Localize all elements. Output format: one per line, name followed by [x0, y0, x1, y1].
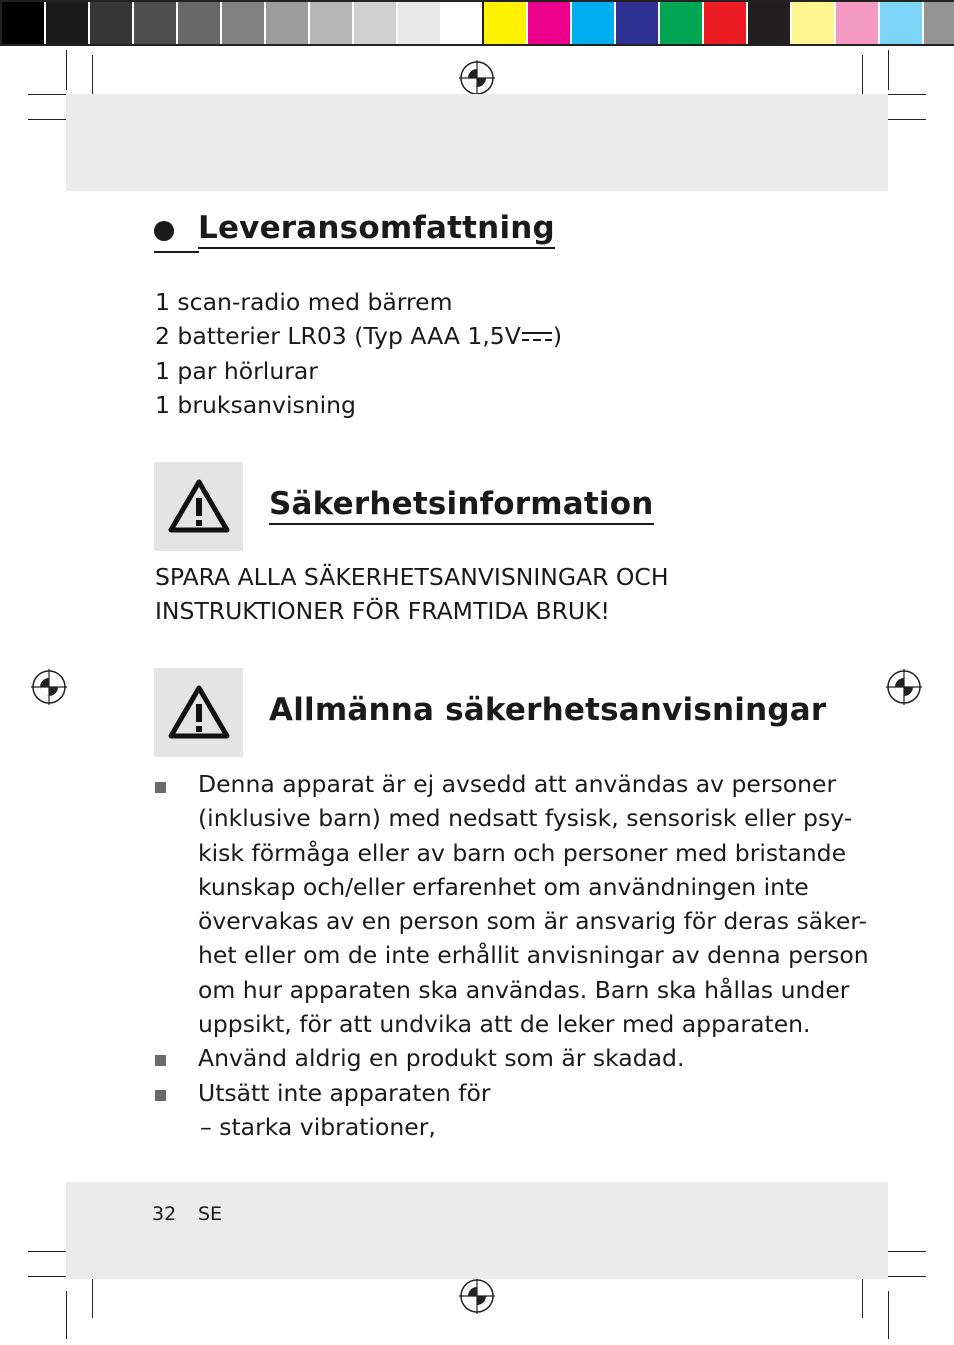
- section-title-general: Allmänna säkerhetsanvisningar: [269, 692, 827, 728]
- crop-mark: [888, 50, 889, 90]
- warning-box: [154, 668, 243, 757]
- text-line: Använd aldrig en produkt som är skadad.: [198, 1044, 685, 1073]
- bullet-square-icon: [155, 1055, 166, 1066]
- gray-swatch: [134, 2, 176, 44]
- bullet-text: [198, 767, 869, 1144]
- gray-swatch: [90, 2, 132, 44]
- gray-swatch: [398, 2, 440, 44]
- text-line: övervakas av en person som är ansvarig för deras säker-: [198, 907, 868, 936]
- list-item: 2 batterier LR03 (Typ AAA 1,5V ): [155, 322, 562, 351]
- section-title-delivery: Leveransomfattning: [198, 210, 555, 246]
- color-swatch: [792, 2, 834, 44]
- text-line: uppsikt, för att undvika att de leker med apparaten.: [198, 1010, 811, 1039]
- warning-triangle-icon: [166, 476, 232, 536]
- crop-mark: [66, 50, 67, 90]
- crop-mark: [882, 94, 926, 95]
- color-swatch: [704, 2, 746, 44]
- color-swatch: [924, 2, 954, 44]
- section-bullet-icon: [154, 221, 174, 241]
- color-swatch: [484, 2, 526, 44]
- gray-swatch: [222, 2, 264, 44]
- color-swatch: [836, 2, 878, 44]
- registration-mark-icon: [886, 669, 922, 705]
- bullet-square-icon: [155, 782, 166, 793]
- safety-notice: [155, 560, 669, 629]
- registration-mark-icon: [459, 1278, 495, 1314]
- warning-triangle-icon: [166, 682, 232, 742]
- warning-box: [154, 462, 243, 551]
- text-line: kisk förmåga eller av barn och personer med bristande: [198, 838, 847, 867]
- text-line: kunskap och/eller erfarenhet om användningen inte: [198, 872, 809, 901]
- color-swatch: [528, 2, 570, 44]
- list-item: 1 par hörlurar: [155, 356, 318, 385]
- gray-swatch: [266, 2, 308, 44]
- delivery-list: [155, 285, 562, 422]
- list-item: 1 scan-radio med bärrem: [155, 288, 453, 316]
- gray-swatch: [354, 2, 396, 44]
- crop-mark: [888, 1291, 889, 1339]
- text-line: Denna apparat är ej avsedd att användas av personer: [198, 770, 837, 798]
- language-code: SE: [198, 1203, 223, 1225]
- header-band: [66, 94, 888, 191]
- list-item: 1 bruksanvisning: [155, 390, 356, 419]
- crop-mark: [882, 119, 926, 120]
- section-title-safety: Säkerhetsinformation: [269, 486, 654, 522]
- crop-mark: [66, 1291, 67, 1339]
- color-swatch: [660, 2, 702, 44]
- title-underline: [154, 251, 199, 253]
- notice-line: SPARA ALLA SÄKERHETSANVISNINGAR OCH: [155, 563, 669, 591]
- bullet-square-icon: [155, 1090, 166, 1101]
- gray-swatch: [178, 2, 220, 44]
- crop-mark: [882, 1276, 926, 1277]
- text-line: het eller om de inte erhållit anvisningar av denna person: [198, 941, 869, 970]
- registration-mark-icon: [459, 60, 495, 96]
- text-line: om hur apparaten ska användas. Barn ska hållas under: [198, 975, 850, 1004]
- text-line: Utsätt inte apparaten för: [198, 1078, 491, 1107]
- color-swatch: [748, 2, 790, 44]
- dc-voltage-icon: [521, 329, 553, 345]
- color-swatch: [616, 2, 658, 44]
- registration-mark-icon: [31, 669, 67, 705]
- color-swatch: [880, 2, 922, 44]
- gray-swatch: [310, 2, 352, 44]
- notice-line: INSTRUKTIONER FÖR FRAMTIDA BRUK!: [155, 597, 610, 626]
- sub-item: – starka vibrationer,: [200, 1112, 436, 1141]
- crop-mark: [882, 1251, 926, 1252]
- gray-swatch: [2, 2, 44, 44]
- color-swatch: [572, 2, 614, 44]
- footer-band: [66, 1182, 888, 1279]
- text-line: (inklusive barn) med nedsatt fysisk, sensorisk eller psy-: [198, 804, 853, 833]
- page-number: 32: [152, 1203, 177, 1225]
- gray-swatch: [46, 2, 88, 44]
- gray-swatch: [442, 2, 484, 44]
